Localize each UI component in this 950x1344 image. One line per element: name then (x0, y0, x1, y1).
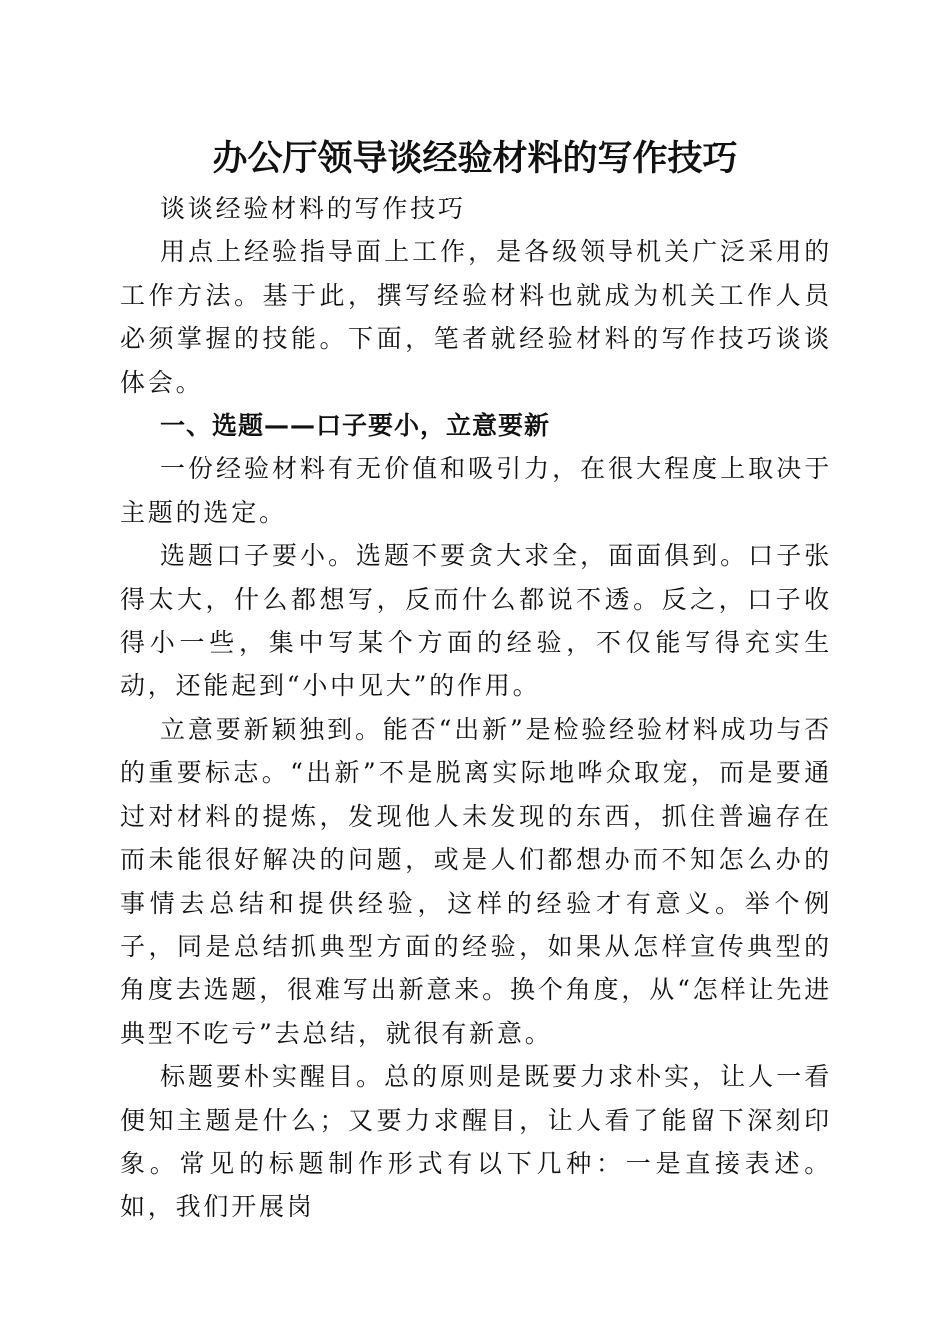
body-paragraph: 标题要朴实醒目。总的原则是既要力求朴实，让人一看便知主题是什么；又要力求醒目，让人看了能留下深刻印象。常见的标题制作形式有以下几种：一是直接表述。如，我们开展岗 (120, 1062, 832, 1222)
body-paragraph: 一份经验材料有无价值和吸引力，在很大程度上取决于主题的选定。 (120, 454, 832, 527)
document-title: 办公厅领导谈经验材料的写作技巧 (212, 138, 738, 179)
intro-paragraph: 用点上经验指导面上工作，是各级领导机关广泛采用的工作方法。基于此，撰写经验材料也就成为机关工作人员必须掌握的技能。下面，笔者就经验材料的写作技巧谈谈体会。 (120, 237, 832, 397)
subtitle-paragraph: 谈谈经验材料的写作技巧 (160, 194, 466, 223)
document-body (120, 187, 832, 1229)
body-paragraph: 立意要新颖独到。能否“出新”是检验经验材料成功与否的重要标志。“出新”不是脱离实际地哗众取宠，而是要通过对材料的提炼，发现他人未发现的东西，抓住普遍存在而未能很好解决的问题，或是人们都想办而不知怎么办的事情去总结和提供经验，这样的经验才有意义。举个例子，同是总结抓典型方面的经验，如果从怎样宣传典型的角度去选题，很难写出新意来。换个角度，从“怎样让先进典型不吃亏”去总结，就很有新意。 (120, 714, 832, 1048)
body-paragraph: 选题口子要小。选题不要贪大求全，面面俱到。口子张得太大，什么都想写，反而什么都说不透。反之，口子收得小一些，集中写某个方面的经验，不仅能写得充实生动，还能起到“小中见大”的作用。 (120, 541, 832, 701)
section-heading: 一、选题——口子要小，立意要新 (160, 411, 551, 441)
